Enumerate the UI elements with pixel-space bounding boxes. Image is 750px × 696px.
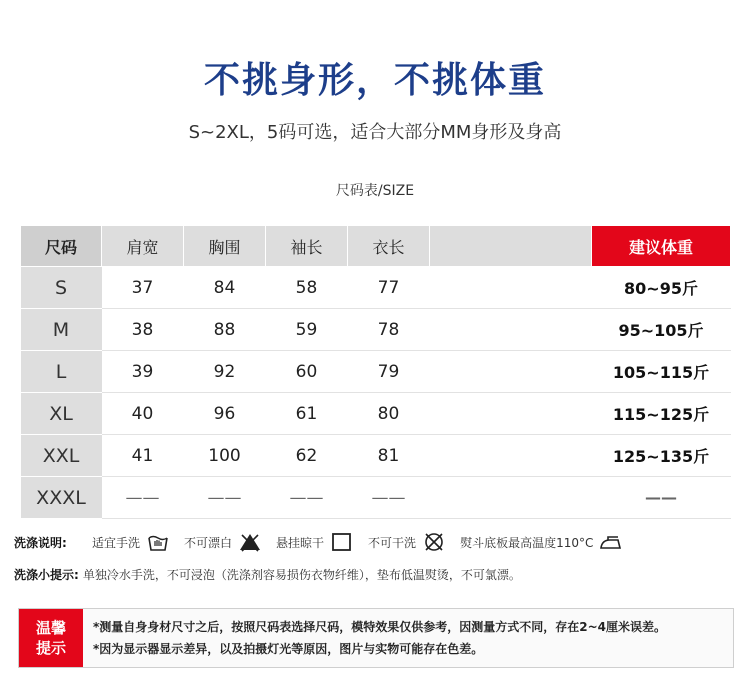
care-item-hand-wash [92,531,170,553]
cell-blank [430,351,592,393]
cell-chest: —— [184,477,266,519]
size-table-caption: 尺码表/SIZE [335,183,415,199]
cell-shoulder: 40 [102,393,184,435]
care-item-hang-dry [276,531,354,553]
iron-icon [599,531,623,553]
cell-sleeve: 62 [266,435,348,477]
cell-length: 77 [348,267,430,309]
header-weight: 建议体重 [592,226,731,267]
header-blank [430,226,592,267]
cell-weight: 125~135斤 [592,435,731,477]
wash-tips [14,566,736,583]
cell-chest: 84 [184,267,266,309]
wash-tips-label: 洗涤小提示: [14,568,79,582]
cell-size: XXXL [21,477,102,519]
table-row [21,393,731,435]
table-row [21,267,731,309]
care-item-label: 悬挂晾干 [276,535,325,550]
care-item-no-dry-clean [368,531,446,553]
notice-badge-line2: 提示 [35,639,66,657]
cell-chest: 96 [184,393,266,435]
cell-chest: 88 [184,309,266,351]
cell-size: S [21,267,102,309]
care-item-label: 熨斗底板最高温度110°C [460,535,594,550]
table-row [21,351,731,393]
cell-size: M [21,309,102,351]
care-item-no-bleach [184,531,262,553]
notice-line-1: *测量自身身材尺寸之后，按照尺码表选择尺码，模特效果仅供参考，因测量方式不同，存在2~4厘米误差。 [93,620,667,634]
cell-length: 78 [348,309,430,351]
cell-shoulder: 41 [102,435,184,477]
cell-blank [430,309,592,351]
cell-size: XL [21,393,102,435]
table-row [21,309,731,351]
care-label: 洗涤说明: [14,535,67,550]
size-table-header-row [21,226,731,267]
no-bleach-icon [238,531,262,553]
cell-sleeve: 59 [266,309,348,351]
header-length: 衣长 [348,226,430,267]
cell-shoulder: 37 [102,267,184,309]
wash-tips-text: 单独冷水手洗，不可浸泡（洗涤剂容易损伤衣物纤维），垫布低温熨烫，不可氯漂。 [82,568,521,582]
cell-length: 80 [348,393,430,435]
care-item-label: 不可漂白 [184,535,233,550]
cell-sleeve: —— [266,477,348,519]
cell-blank [430,393,592,435]
cell-weight: 105~115斤 [592,351,731,393]
page-title: 不挑身形，不挑体重 [203,60,546,101]
care-item-label: 不可干洗 [368,535,417,550]
cell-weight: 95~105斤 [592,309,731,351]
table-row [21,435,731,477]
hang-dry-icon [330,531,354,553]
notice-lines [83,609,666,667]
cell-weight: —— [592,477,731,519]
cell-blank [430,477,592,519]
size-table [20,225,731,519]
cell-blank [430,435,592,477]
cell-sleeve: 61 [266,393,348,435]
notice-box [18,608,734,668]
no-dry-clean-icon [422,531,446,553]
care-instructions [14,530,736,554]
notice-badge [19,609,83,667]
cell-weight: 115~125斤 [592,393,731,435]
cell-shoulder: 39 [102,351,184,393]
cell-length: 79 [348,351,430,393]
header-chest: 胸围 [184,226,266,267]
cell-sleeve: 60 [266,351,348,393]
notice-badge-line1: 温馨 [35,619,66,637]
hand-wash-icon [146,531,170,553]
cell-size: XXL [21,435,102,477]
care-item-label: 适宜手洗 [92,535,141,550]
header-sleeve: 袖长 [266,226,348,267]
header-shoulder: 肩宽 [102,226,184,267]
notice-line-2: *因为显示器显示差异，以及拍摄灯光等原因，图片与实物可能存在色差。 [93,642,484,656]
header-size: 尺码 [21,226,102,267]
cell-chest: 92 [184,351,266,393]
page-subtitle: S~2XL，5码可选，适合大部分MM身形及身高 [188,122,562,143]
table-row [21,477,731,519]
cell-length: —— [348,477,430,519]
cell-size: L [21,351,102,393]
care-item-iron [460,531,623,553]
cell-weight: 80~95斤 [592,267,731,309]
cell-chest: 100 [184,435,266,477]
cell-blank [430,267,592,309]
cell-shoulder: 38 [102,309,184,351]
cell-shoulder: —— [102,477,184,519]
cell-sleeve: 58 [266,267,348,309]
cell-length: 81 [348,435,430,477]
